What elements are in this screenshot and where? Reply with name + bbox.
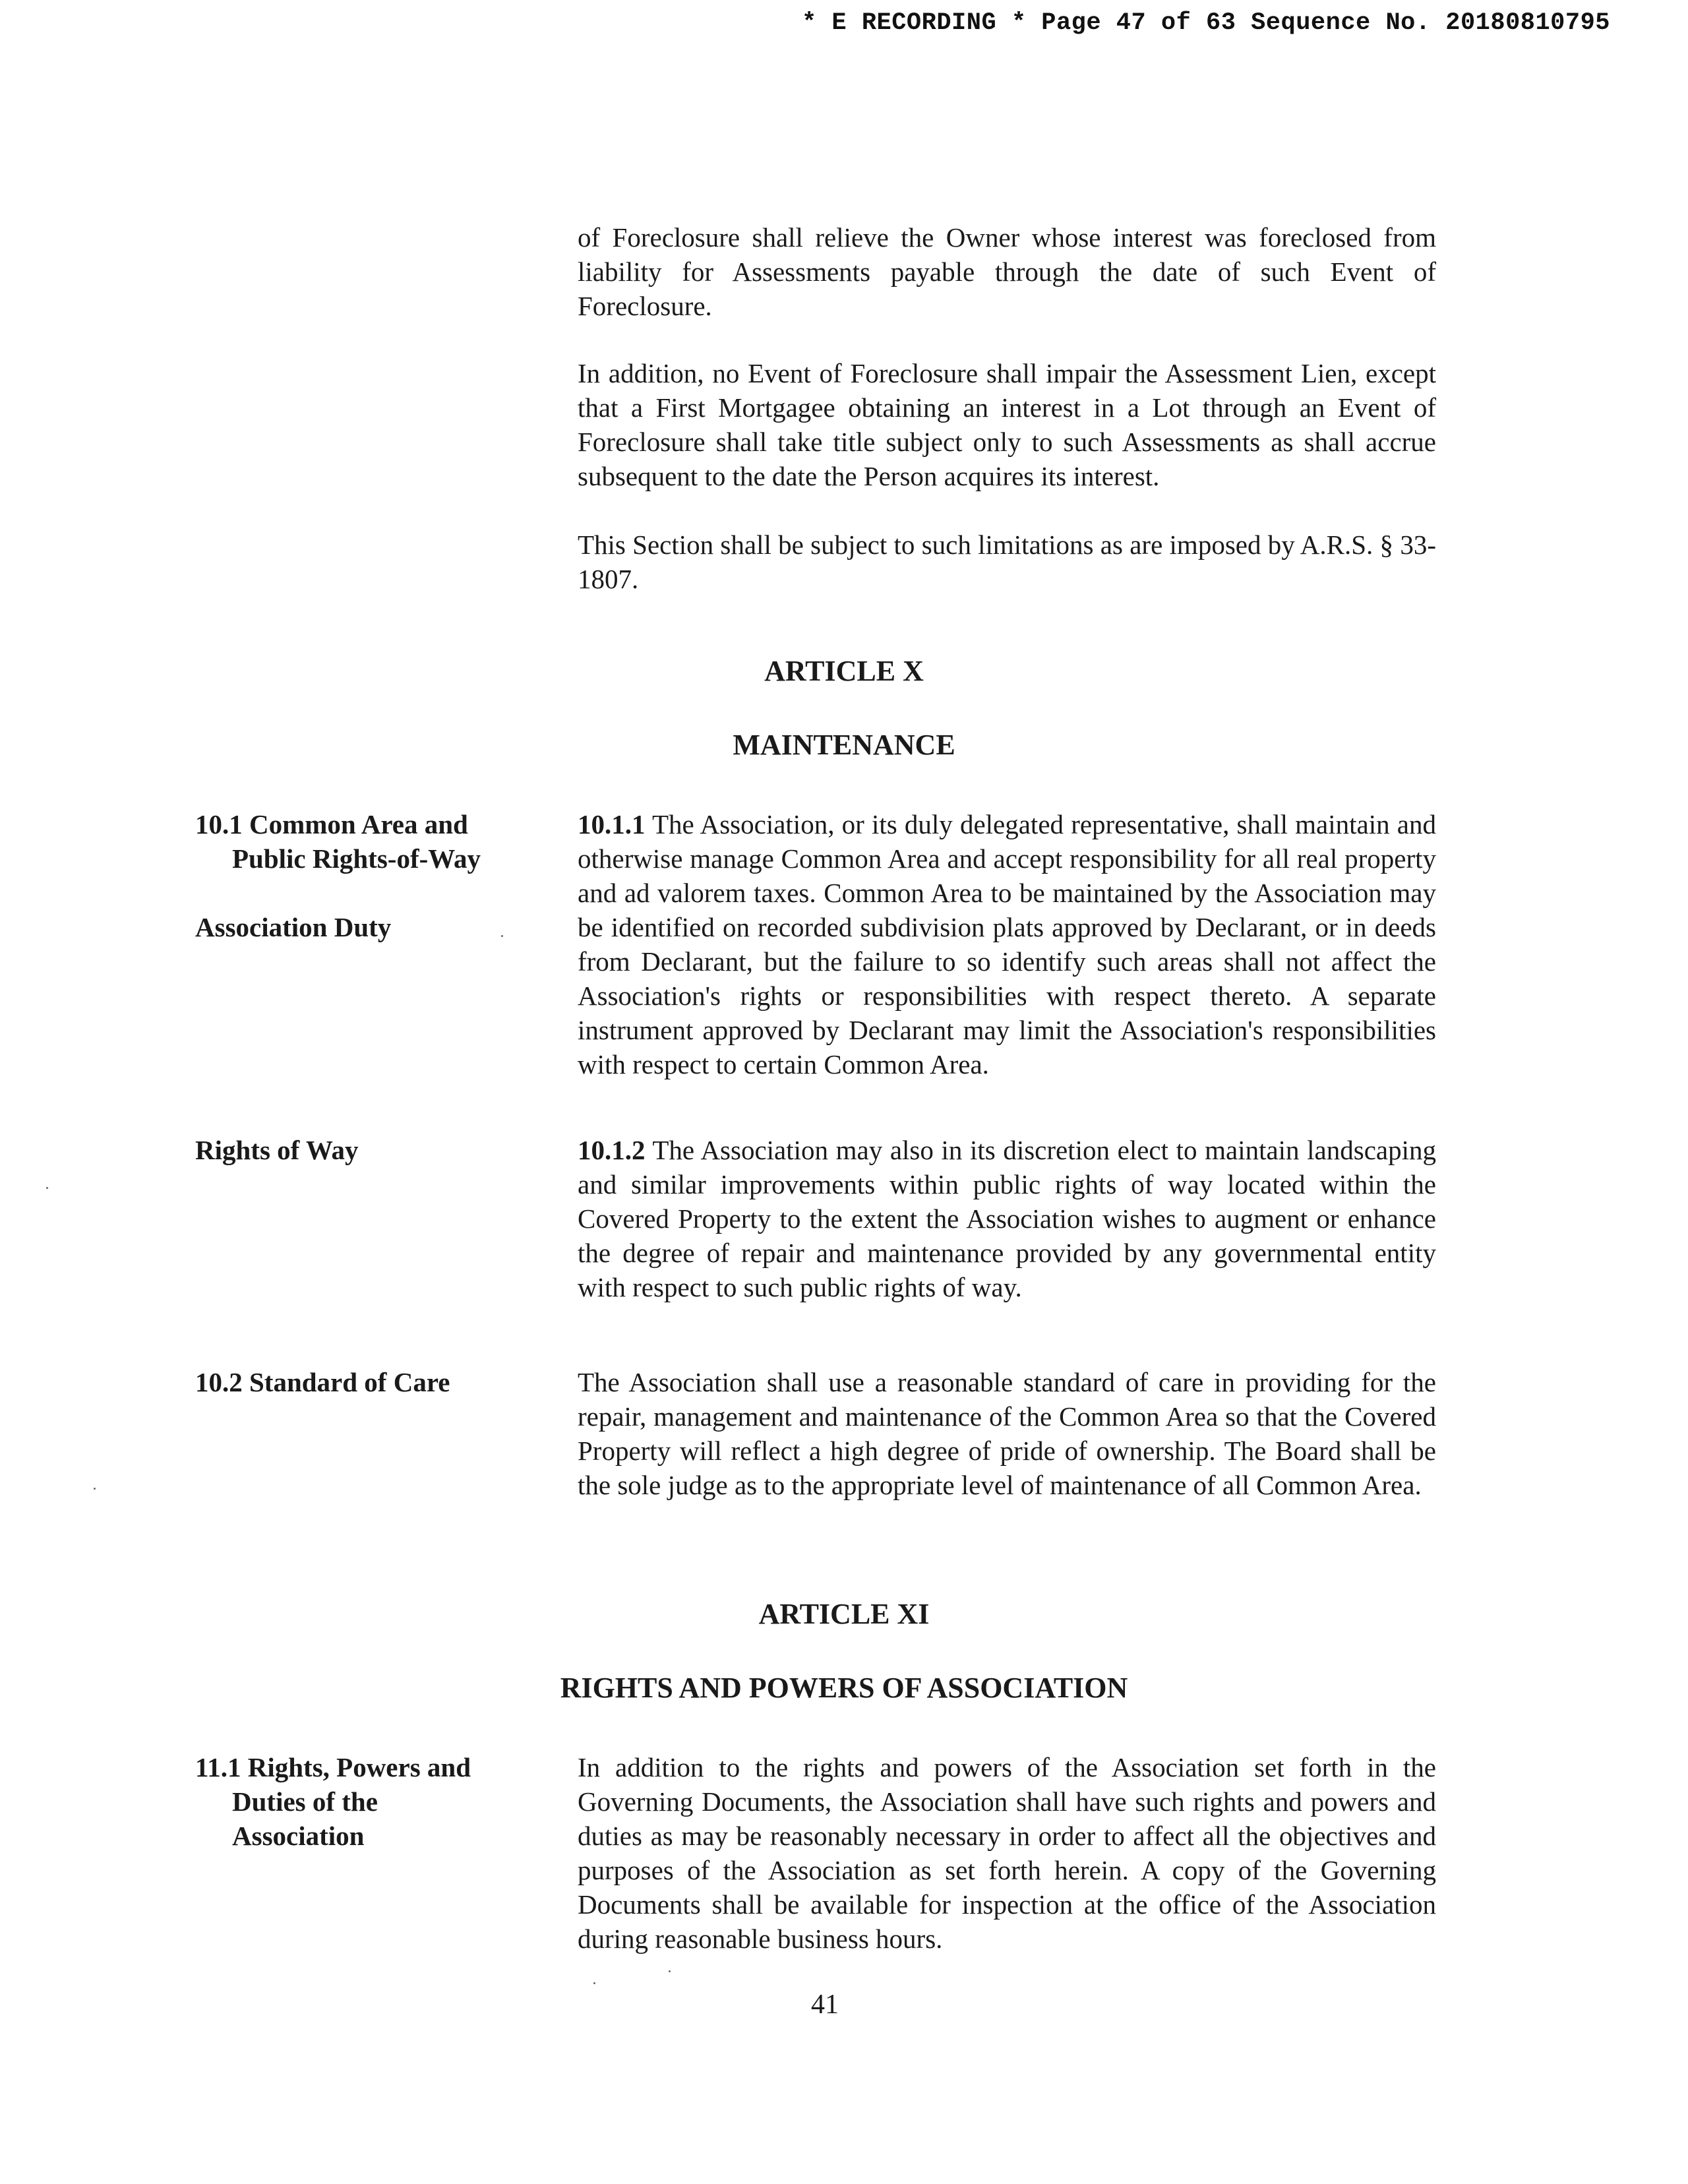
scan-speck <box>593 1982 595 1984</box>
section-10-1-heading-line1: 10.1 Common Area and <box>195 809 468 839</box>
paragraph-10-1-2-number: 10.1.2 <box>578 1135 646 1165</box>
section-10-1-heading-line2: Public Rights-of-Way <box>232 843 481 874</box>
paragraph-11-1: In addition to the rights and powers of the Association set forth in the Governing Documents, the Association shall have such rights and powers and duties as may be reasonably necessary in order to affect all the objectives and purposes of the Association as set forth herein. A copy of the Governing Documents shall be available for inspection at the office of the Association during reasonable business hours. <box>578 1752 1436 1954</box>
paragraph-10-1-2-text: The Association may also in its discretion elect to maintain landscaping and similar improvements within public rights of way located within the Covered Property to the extent the Association wishes to augment or enhance the degree of repair and maintenance provided by any governmental entity with respect to such public rights of way. <box>578 1135 1436 1302</box>
article-x-title-text: MAINTENANCE <box>733 729 955 761</box>
article-xi-title-text: RIGHTS AND POWERS OF ASSOCIATION <box>560 1672 1128 1704</box>
paragraph-ars-limitation: This Section shall be subject to such limitations as are imposed by A.R.S. § 33-1807. <box>578 530 1436 594</box>
recording-header: * E RECORDING * Page 47 of 63 Sequence No. 20180810795 <box>802 9 1610 37</box>
section-11-1-heading <box>195 1750 538 1853</box>
page-number: 41 <box>811 1989 839 2020</box>
article-x-number-text: ARTICLE X <box>764 655 924 687</box>
paragraph-10-1-1-number: 10.1.1 <box>578 809 646 839</box>
paragraph-10-1-2 <box>578 1133 1436 1304</box>
article-xi-number-text: ARTICLE XI <box>758 1598 930 1630</box>
section-10-2-heading: 10.2 Standard of Care <box>195 1367 450 1397</box>
subheading-rights-of-way: Rights of Way <box>195 1135 359 1165</box>
paragraph-10-1-1 <box>578 807 1436 1081</box>
paragraph-10-2: The Association shall use a reasonable standard of care in providing for the repair, management and maintenance of the Common Area so that the Covered Property will reflect a high degree of pride of ownership. The Board shall be the sole judge as to the appropriate level of maintenance of all Common Area. <box>578 1367 1436 1500</box>
section-11-1-heading-line1: 11.1 Rights, Powers and <box>195 1752 471 1782</box>
subheading-association-duty: Association Duty <box>195 912 392 942</box>
scan-speck <box>94 1488 96 1490</box>
section-11-1-heading-line2: Duties of the <box>232 1786 378 1817</box>
scan-speck <box>501 935 503 937</box>
paragraph-10-1-1-text: The Association, or its duly delegated representative, shall maintain and otherwise manage Common Area and accept responsibility for all real property and ad valorem taxes. Common Area to be maintained by the Association may be identified on recorded subdivision plats approved by Declarant, or in deeds from Declarant, but the failure to so identify such areas shall not affect the Association's rights or responsibilities with respect thereto. A separate instrument approved by Declarant may limit the Association's responsibilities with respect to certain Common Area. <box>578 809 1436 1079</box>
section-10-1-heading <box>195 807 538 876</box>
article-xi-title <box>0 1671 1688 1705</box>
section-11-1-heading-line3: Association <box>232 1821 365 1851</box>
article-x-number <box>0 654 1688 688</box>
scan-speck <box>669 1970 671 1972</box>
scan-speck <box>46 1187 48 1189</box>
article-x-title <box>0 728 1688 762</box>
paragraph-foreclosure-relief: of Foreclosure shall relieve the Owner whose interest was foreclosed from liability for Assessments payable through the date of such Event of Foreclosure. <box>578 222 1436 321</box>
article-xi-number <box>0 1597 1688 1631</box>
paragraph-assessment-lien: In addition, no Event of Foreclosure shall impair the Assessment Lien, except that a First Mortgagee obtaining an interest in a Lot through an Event of Foreclosure shall take title subject only to such Assessments as shall accrue subsequent to the date the Person acquires its interest. <box>578 358 1436 491</box>
